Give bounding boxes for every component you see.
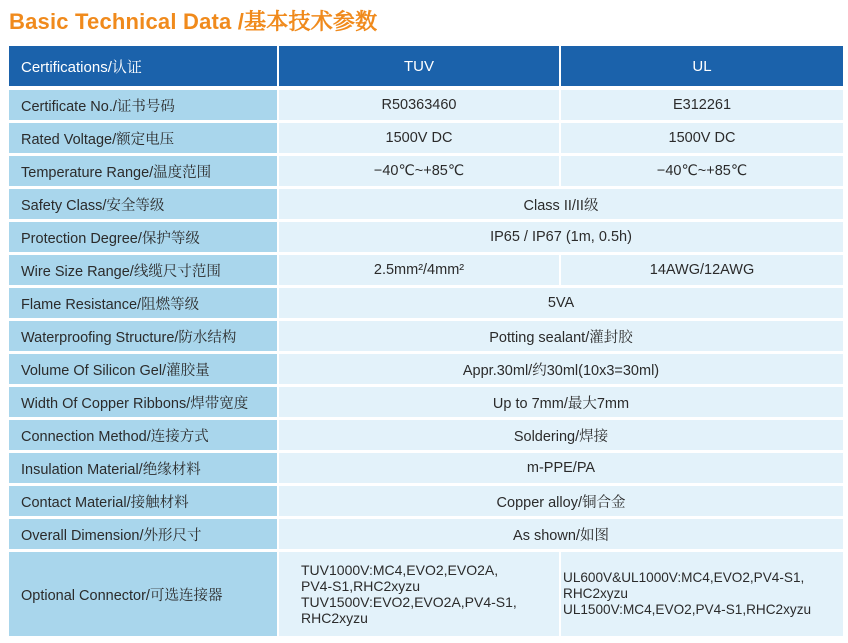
tuv-value: 1500V DC [279, 123, 559, 153]
tuv-value: −40℃~+85℃ [279, 156, 559, 186]
row-label: Optional Connector/可选连接器 [9, 552, 277, 636]
tuv-value: 2.5mm²/4mm² [279, 255, 559, 285]
shared-value: Soldering/焊接 [279, 420, 843, 450]
ul-value: −40℃~+85℃ [561, 156, 843, 186]
row-label: Connection Method/连接方式 [9, 420, 277, 450]
tuv-value-cell [279, 552, 559, 636]
table-row [9, 90, 843, 120]
shared-value: Up to 7mm/最大7mm [279, 387, 843, 417]
ul-value-cell [561, 552, 843, 636]
row-label: Safety Class/安全等级 [9, 189, 277, 219]
header-ul: UL [561, 46, 843, 86]
row-label: Volume Of Silicon Gel/灌胶量 [9, 354, 277, 384]
row-label: Wire Size Range/线缆尺寸范围 [9, 255, 277, 285]
row-label: Protection Degree/保护等级 [9, 222, 277, 252]
table-row [9, 222, 843, 252]
row-label: Rated Voltage/额定电压 [9, 123, 277, 153]
shared-value: Potting sealant/灌封胶 [279, 321, 843, 351]
technical-data-table [9, 46, 843, 639]
shared-value: Class II/II级 [279, 189, 843, 219]
table-row [9, 123, 843, 153]
ul-connector-list: UL600V&UL1000V:MC4,EVO2,PV4-S1, RHC2xyzu UL1500V:MC4,EVO2,PV4-S1,RHC2xyzu [563, 570, 812, 617]
row-label: Waterproofing Structure/防水结构 [9, 321, 277, 351]
table-row [9, 321, 843, 351]
header-tuv: TUV [279, 46, 559, 86]
table-row [9, 552, 843, 636]
table-header-row [9, 46, 843, 86]
table-row [9, 420, 843, 450]
shared-value: Appr.30ml/约30ml(10x3=30ml) [279, 354, 843, 384]
table-row [9, 519, 843, 549]
shared-value: Copper alloy/铜合金 [279, 486, 843, 516]
ul-value: 14AWG/12AWG [561, 255, 843, 285]
table-row [9, 387, 843, 417]
shared-value: m-PPE/PA [279, 453, 843, 483]
tuv-value: R50363460 [279, 90, 559, 120]
ul-value: E312261 [561, 90, 843, 120]
row-label: Insulation Material/绝缘材料 [9, 453, 277, 483]
table-row [9, 288, 843, 318]
ul-value: 1500V DC [561, 123, 843, 153]
row-label: Temperature Range/温度范围 [9, 156, 277, 186]
row-label: Flame Resistance/阻燃等级 [9, 288, 277, 318]
row-label: Width Of Copper Ribbons/焊带宽度 [9, 387, 277, 417]
header-certifications: Certifications/认证 [9, 46, 277, 86]
table-row [9, 354, 843, 384]
shared-value: As shown/如图 [279, 519, 843, 549]
table-row [9, 189, 843, 219]
shared-value: IP65 / IP67 (1m, 0.5h) [279, 222, 843, 252]
table-row [9, 156, 843, 186]
table-row [9, 486, 843, 516]
table-row [9, 255, 843, 285]
row-label: Certificate No./证书号码 [9, 90, 277, 120]
row-label: Contact Material/接触材料 [9, 486, 277, 516]
tuv-connector-list: TUV1000V:MC4,EVO2,EVO2A, PV4-S1,RHC2xyzu TUV1500V:EVO2,EVO2A,PV4-S1, RHC2xyzu [301, 562, 517, 626]
row-label: Overall Dimension/外形尺寸 [9, 519, 277, 549]
shared-value: 5VA [279, 288, 843, 318]
table-row [9, 453, 843, 483]
page-title: Basic Technical Data /基本技术参数 [9, 9, 378, 34]
